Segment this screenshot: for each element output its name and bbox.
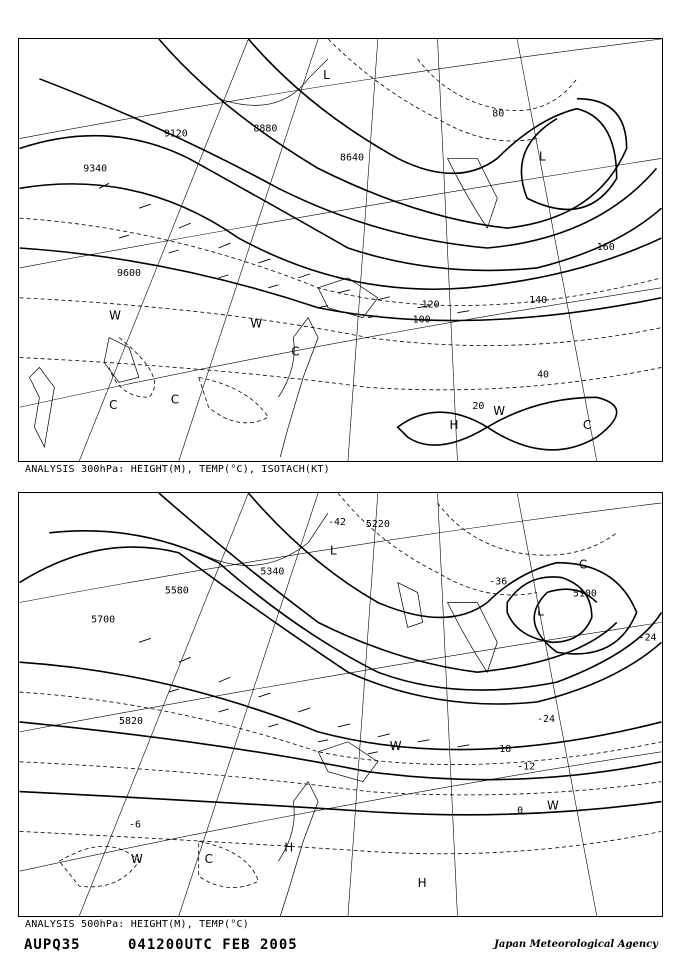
temperature-contours xyxy=(20,493,662,891)
map-panel-500hpa xyxy=(18,492,663,917)
height-label: 9120 xyxy=(163,128,188,140)
cold-center: C xyxy=(170,392,180,407)
isotach-label: 100 xyxy=(412,314,431,326)
low-center: L xyxy=(537,604,544,619)
map-300hpa-chart xyxy=(19,39,662,461)
warm-center: W xyxy=(250,316,263,331)
warm-center: W xyxy=(130,852,143,867)
high-center: H xyxy=(449,418,459,433)
height-label: 5100 xyxy=(572,588,597,600)
coastlines xyxy=(199,513,498,916)
height-label: 8640 xyxy=(340,152,364,164)
cold-center: C xyxy=(204,852,213,867)
high-center: H xyxy=(284,840,294,855)
high-center: H xyxy=(417,876,427,891)
height-contours xyxy=(20,39,662,450)
isotach-label: 40 xyxy=(537,369,550,381)
height-label: 5820 xyxy=(119,715,143,727)
low-center: L xyxy=(330,543,337,558)
height-label: 5340 xyxy=(260,566,285,578)
height-label: 5700 xyxy=(91,614,116,626)
warm-center: W xyxy=(109,308,121,323)
isotach-label: 160 xyxy=(596,242,615,254)
temperature-label: -24 xyxy=(537,713,556,725)
temperature-label: -12 xyxy=(517,761,536,773)
coastlines xyxy=(29,59,497,457)
height-label: 5220 xyxy=(365,518,390,530)
low-center: L xyxy=(539,149,546,164)
low-center: L xyxy=(323,67,330,82)
height-label: 8880 xyxy=(253,123,278,135)
panel-caption-300hpa: ANALYSIS 300hPa: HEIGHT(M), TEMP(°C), ISOTACH(KT) xyxy=(25,464,330,475)
panel-caption-500hpa: ANALYSIS 500hPa: HEIGHT(M), TEMP(°C) xyxy=(25,919,249,930)
height-label: 9340 xyxy=(83,163,108,175)
isotach-label: 120 xyxy=(421,299,440,311)
warm-center: W xyxy=(389,738,402,753)
warm-center: W xyxy=(493,404,506,419)
map-panel-300hpa xyxy=(18,38,663,462)
height-contours xyxy=(20,493,662,815)
temperature-label: -6 xyxy=(129,819,141,831)
cold-center: C xyxy=(578,557,588,572)
cold-center: C xyxy=(291,344,300,359)
temperature-label: -24 xyxy=(638,632,657,644)
bulletin-datetime: 041200UTC FEB 2005 xyxy=(128,937,298,953)
temperature-label: 0 xyxy=(517,805,524,817)
warm-center: W xyxy=(547,798,559,813)
cold-center: C xyxy=(582,418,592,433)
isotach-label: 80 xyxy=(492,108,505,120)
temperature-label: -42 xyxy=(328,516,347,528)
isotach-label: 140 xyxy=(529,294,548,306)
height-label: 5580 xyxy=(164,585,189,597)
height-label: 9600 xyxy=(117,267,141,279)
isotach-label: 20 xyxy=(472,401,485,413)
graticule xyxy=(20,493,662,916)
temperature-label: -18 xyxy=(493,743,512,755)
bulletin-code: AUPQ35 xyxy=(24,937,81,953)
agency-logo-text: Japan Meteorological Agency xyxy=(494,939,658,950)
cold-center: C xyxy=(109,398,118,413)
temperature-label: -36 xyxy=(489,576,508,588)
map-500hpa-chart xyxy=(19,493,662,916)
